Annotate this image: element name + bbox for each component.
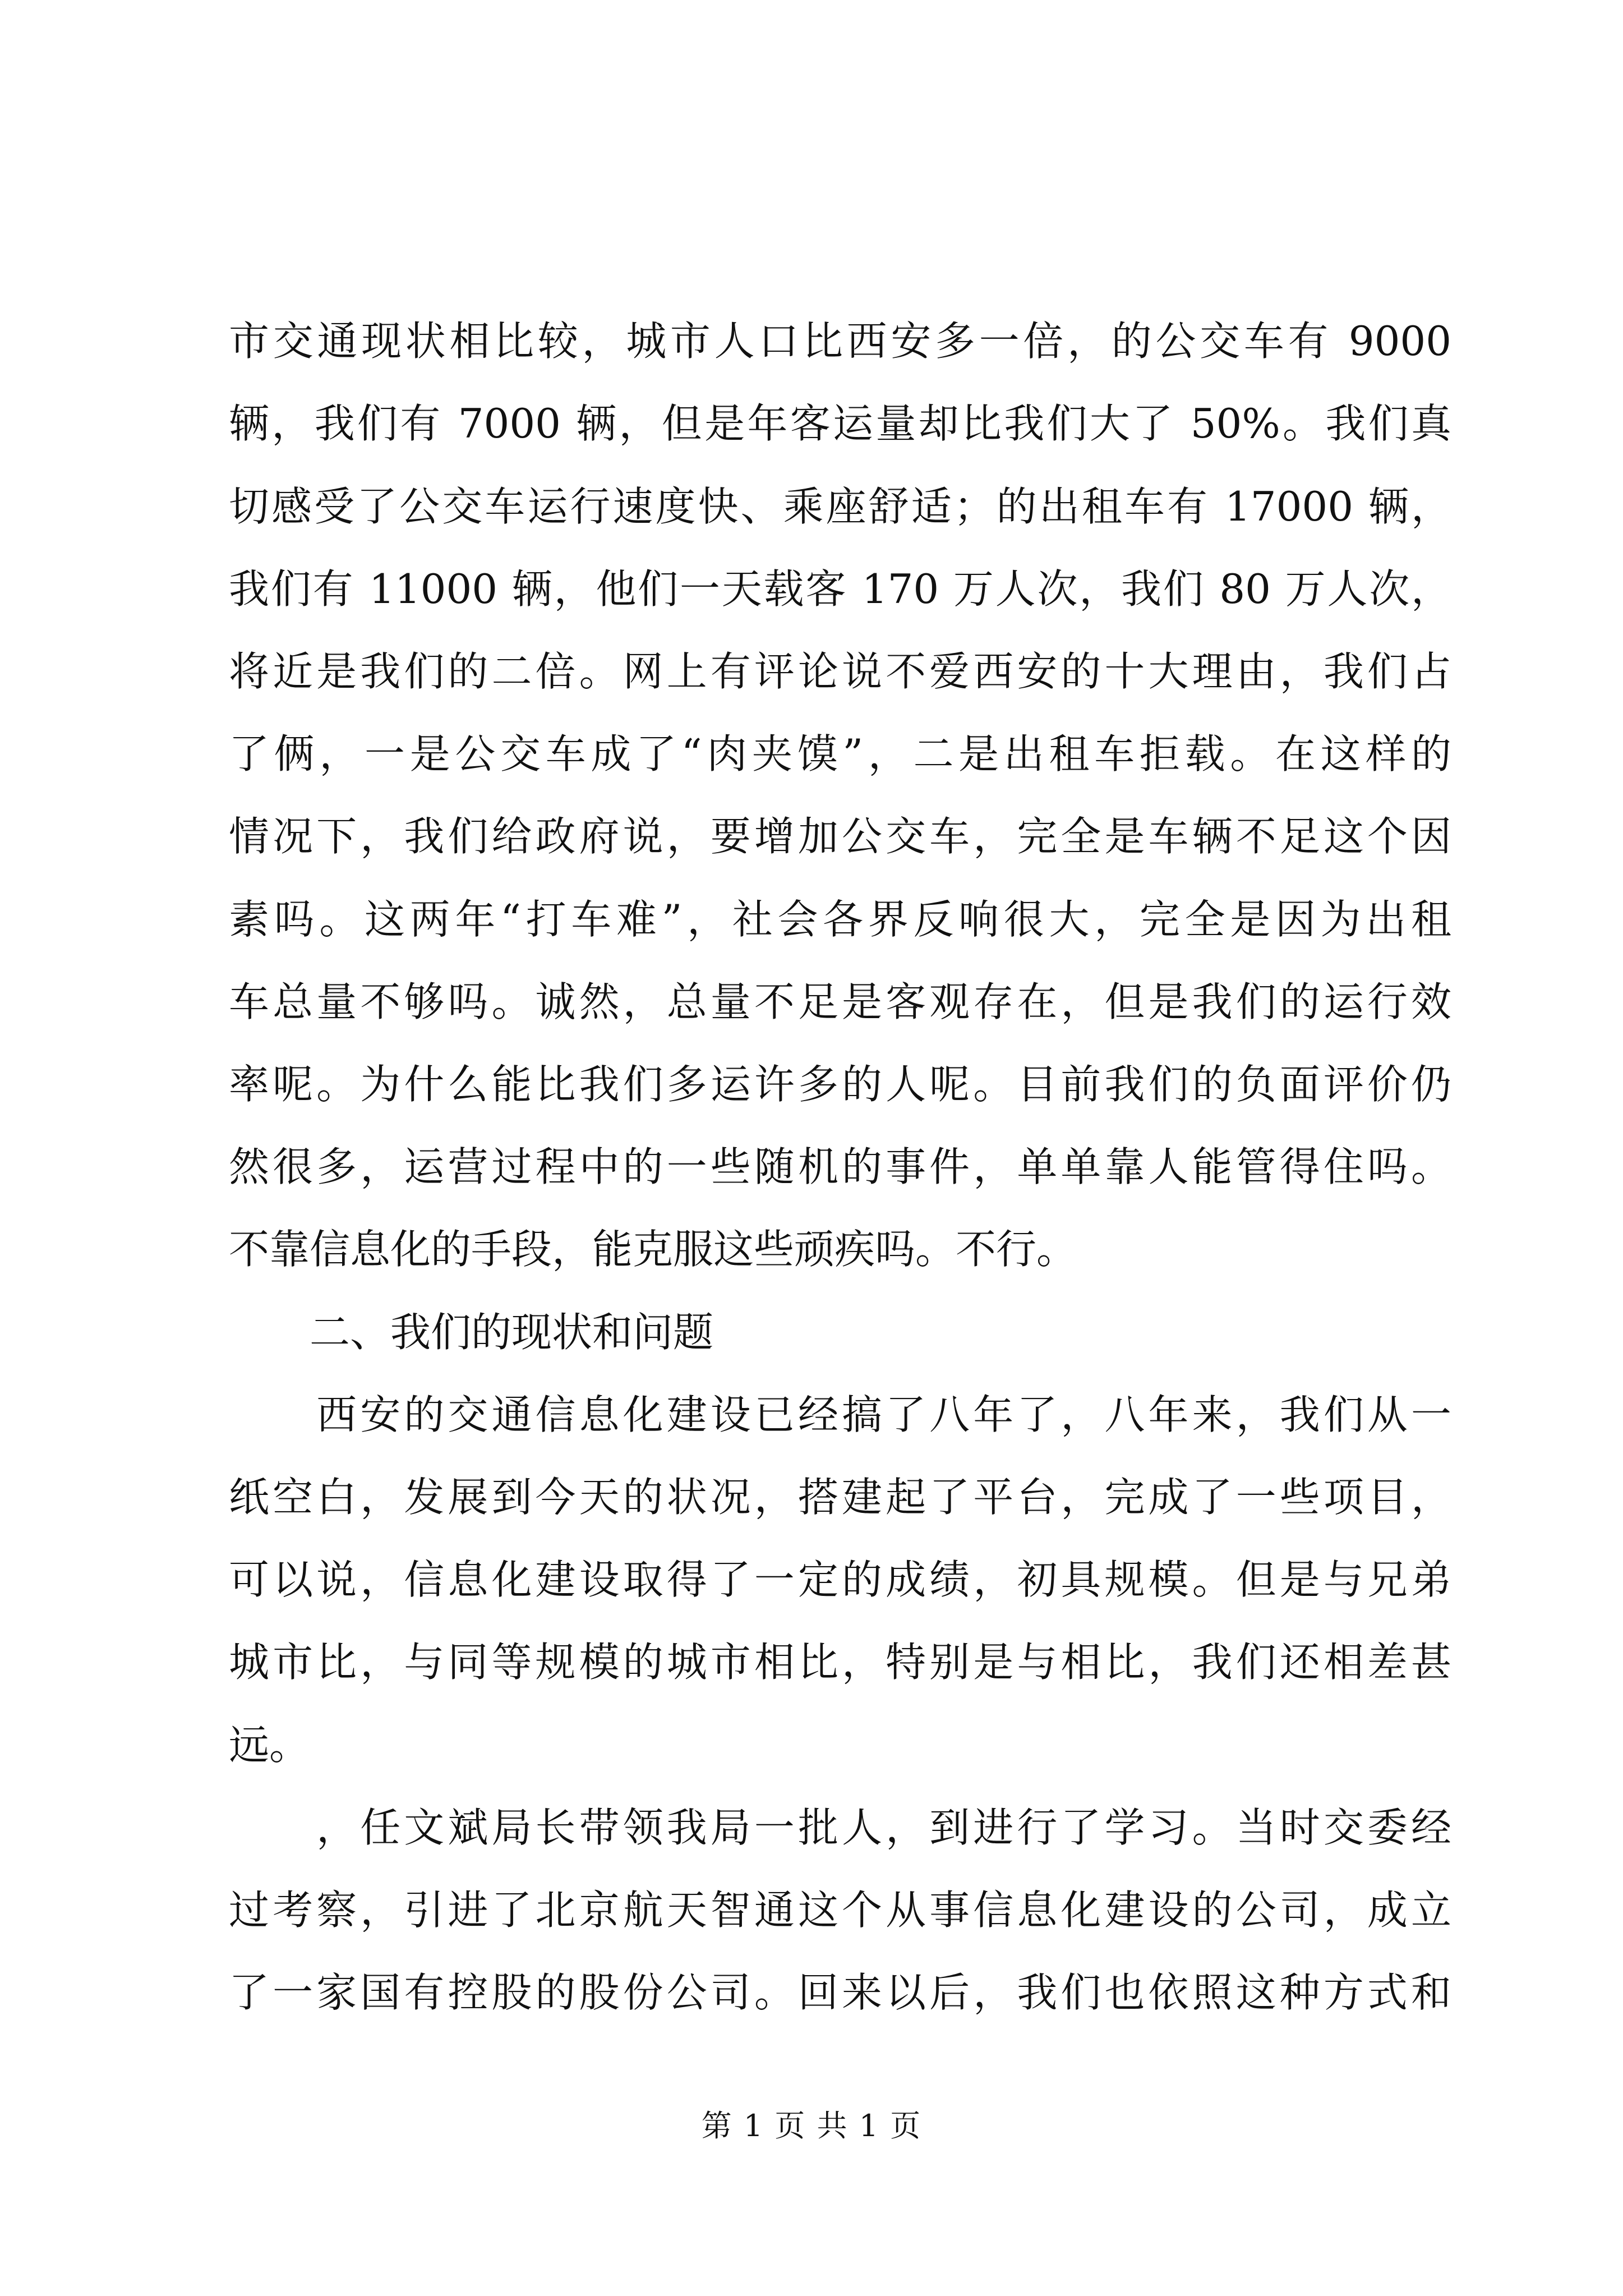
page-number-footer: 第 1 页 共 1 页 (701, 2108, 922, 2143)
text-line: 车总量不够吗。诚然，总量不足是客观存在，但是我们的运行效 (229, 978, 1451, 1025)
text-line: 不靠信息化的手段，能克服这些顽疾吗。不行。 (229, 1226, 1077, 1273)
text-line: 过考察，引进了北京航天智通这个从事信息化建设的公司，成立 (229, 1887, 1451, 1934)
text-line: 素吗。这两年“打车难”，社会各界反响很大，完全是因为出租 (229, 896, 1451, 943)
text-line: 了俩，一是公交车成了“肉夹馍”，二是出租车拒载。在这样的 (229, 730, 1451, 777)
section-heading: 二、我们的现状和问题 (229, 1309, 714, 1356)
text-line: 远。 (229, 1722, 310, 1769)
text-line: 市交通现状相比较，城市人口比西安多一倍，的公交车有 9000 (229, 318, 1451, 365)
text-line: 西安的交通信息化建设已经搞了八年了，八年来，我们从一 (229, 1391, 1451, 1438)
text-line: 情况下，我们给政府说，要增加公交车，完全是车辆不足这个因 (229, 813, 1451, 860)
text-line: 纸空白，发展到今天的状况，搭建起了平台，完成了一些项目， (229, 1474, 1451, 1521)
text-line: 我们有 11000 辆，他们一天载客 170 万人次，我们 80 万人次， (229, 565, 1451, 613)
text-line: 然很多，运营过程中的一些随机的事件，单单靠人能管得住吗。 (229, 1143, 1451, 1190)
text-line: ，任文斌局长带领我局一批人，到进行了学习。当时交委经 (229, 1804, 1451, 1851)
text-line: 可以说，信息化建设取得了一定的成绩，初具规模。但是与兄弟 (229, 1556, 1451, 1603)
text-line: 了一家国有控股的股份公司。回来以后，我们也依照这种方式和 (229, 1969, 1451, 2016)
text-line: 城市比，与同等规模的城市相比，特别是与相比，我们还相差甚 (229, 1639, 1451, 1686)
text-line: 将近是我们的二倍。网上有评论说不爱西安的十大理由，我们占 (229, 648, 1451, 695)
text-line: 率呢。为什么能比我们多运许多的人呢。目前我们的负面评价仍 (229, 1061, 1451, 1108)
text-line: 辆，我们有 7000 辆，但是年客运量却比我们大了 50%。我们真 (229, 400, 1451, 447)
text-line: 切感受了公交车运行速度快、乘座舒适；的出租车有 17000 辆， (229, 483, 1451, 530)
